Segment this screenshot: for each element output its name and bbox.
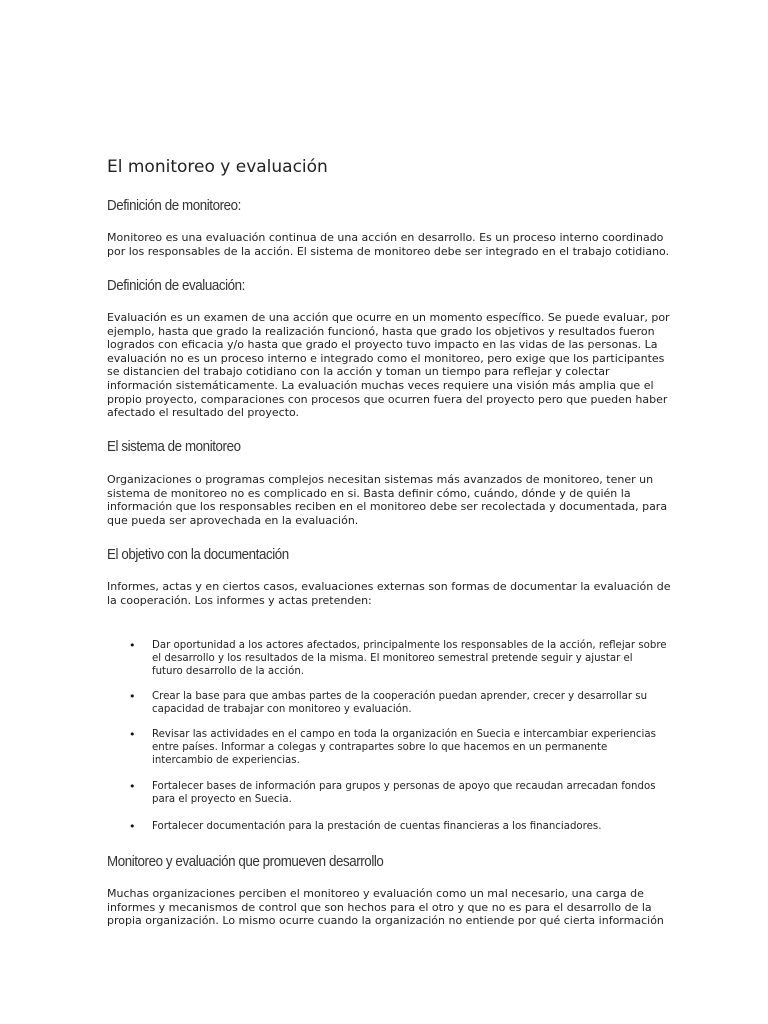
paragraph-objetivo-documentacion <box>107 580 671 607</box>
text-line: evaluación no es un proceso interno e integrado como el monitoreo, pero exige que los participantes <box>107 351 665 365</box>
text-line: informes y mecanismos de control que son hechos para el otro y que no es para el desarrollo de la <box>107 900 652 914</box>
text-line: la cooperación. Los informes y actas pretenden: <box>107 593 372 607</box>
text-line: sistema de monitoreo no es complicado en si. Basta definir cómo, cuándo, dónde y de quién la <box>107 486 631 500</box>
text-line: el desarrollo y los resultados de la misma. El monitoreo semestral pretende seguir y ajustar el <box>152 653 633 665</box>
paragraph-definicion-evaluacion <box>107 311 670 420</box>
heading-definicion-monitoreo: Definición de monitoreo: <box>107 198 241 214</box>
heading-objetivo-documentacion: El objetivo con la documentación <box>107 547 289 563</box>
text-line: Monitoreo es una evaluación continua de una acción en desarrollo. Es un proceso interno coordinado <box>107 231 664 244</box>
heading-monitoreo-desarrollo: Monitoreo y evaluación que promueven desarrollo <box>107 854 384 870</box>
paragraph-definicion-monitoreo <box>107 231 670 258</box>
text-line: Dar oportunidad a los actores afectados, principalmente los responsables de la acción, reflejar sobre <box>152 640 667 651</box>
list-item-text <box>152 780 656 806</box>
document-title: El monitoreo y evaluación <box>107 157 328 177</box>
text-line: capacidad de trabajar con monitoreo y evaluación. <box>152 704 412 716</box>
text-line: intercambio de experiencias. <box>152 755 300 767</box>
text-line: Fortalecer documentación para la prestación de cuentas financieras a los financiadores. <box>152 821 602 832</box>
text-line: Revisar las actividades en el campo en toda la organización en Suecia e intercambiar experiencias <box>152 729 656 740</box>
text-line: futuro desarrollo de la acción. <box>152 666 305 678</box>
text-line: ejemplo, hasta que grado la realización funcionó, hasta que grado los objetivos y resultados fueron <box>107 324 655 338</box>
text-line: que pueda ser aprovechada en la evaluación. <box>107 513 359 527</box>
text-line: información que los responsables reciben en el monitoreo debe ser recolectada y documentada, para <box>107 500 668 514</box>
bullet-marker: • <box>129 690 136 703</box>
text-line: Fortalecer bases de información para grupos y personas de apoyo que recaudan arrecadan fondos <box>152 781 656 792</box>
text-line: Organizaciones o programas complejos necesitan sistemas más avanzados de monitoreo, tener un <box>107 473 654 486</box>
paragraph-monitoreo-desarrollo <box>107 887 663 928</box>
text-line: Muchas organizaciones perciben el monitoreo y evaluación como un mal necesario, una carga de <box>107 887 644 900</box>
text-line: Evaluación es un examen de una acción que ocurre en un momento específico. Se puede evaluar, por <box>107 311 670 324</box>
list-item-text <box>152 639 667 679</box>
text-line: para el proyecto en Suecia. <box>152 794 292 806</box>
text-line: Crear la base para que ambas partes de la cooperación puedan aprender, crecer y desarrollar su <box>152 691 648 702</box>
text-line: afectado el resultado del proyecto. <box>107 406 300 420</box>
heading-definicion-evaluacion: Definición de evaluación: <box>107 278 245 294</box>
list-item-text <box>152 728 656 768</box>
bullet-marker: • <box>129 639 136 652</box>
text-line: propio proyecto, comparaciones con procesos que ocurren fuera del proyecto pero que pueden haber <box>107 392 668 406</box>
list-item-text <box>152 690 647 716</box>
text-line: entre países. Informar a colegas y contrapartes sobre lo que hacemos en un permanente <box>152 742 608 754</box>
heading-sistema-monitoreo: El sistema de monitoreo <box>107 439 241 455</box>
text-line: por los responsables de la acción. El sistema de monitoreo debe ser integrado en el trabajo cotidiano. <box>107 244 670 258</box>
text-line: propia organización. Lo mismo ocurre cuando la organización no entiende por qué cierta información <box>107 914 664 928</box>
list-item-text <box>152 820 601 833</box>
paragraph-sistema-monitoreo <box>107 473 668 527</box>
text-line: información sistemáticamente. La evaluación muchas veces requiere una visión más amplia que el <box>107 378 654 392</box>
text-line: logrados con eficacia y/o hasta que grado el proyecto tuvo impacto en las vidas de las personas. La <box>107 338 658 352</box>
bullet-marker: • <box>129 780 136 793</box>
text-line: Informes, actas y en ciertos casos, evaluaciones externas son formas de documentar la evaluación de <box>107 580 671 593</box>
bullet-marker: • <box>129 728 136 741</box>
text-line: se distancien del trabajo cotidiano con la acción y toman un tiempo para reflejar y colectar <box>107 365 610 379</box>
bullet-marker: • <box>129 820 136 833</box>
